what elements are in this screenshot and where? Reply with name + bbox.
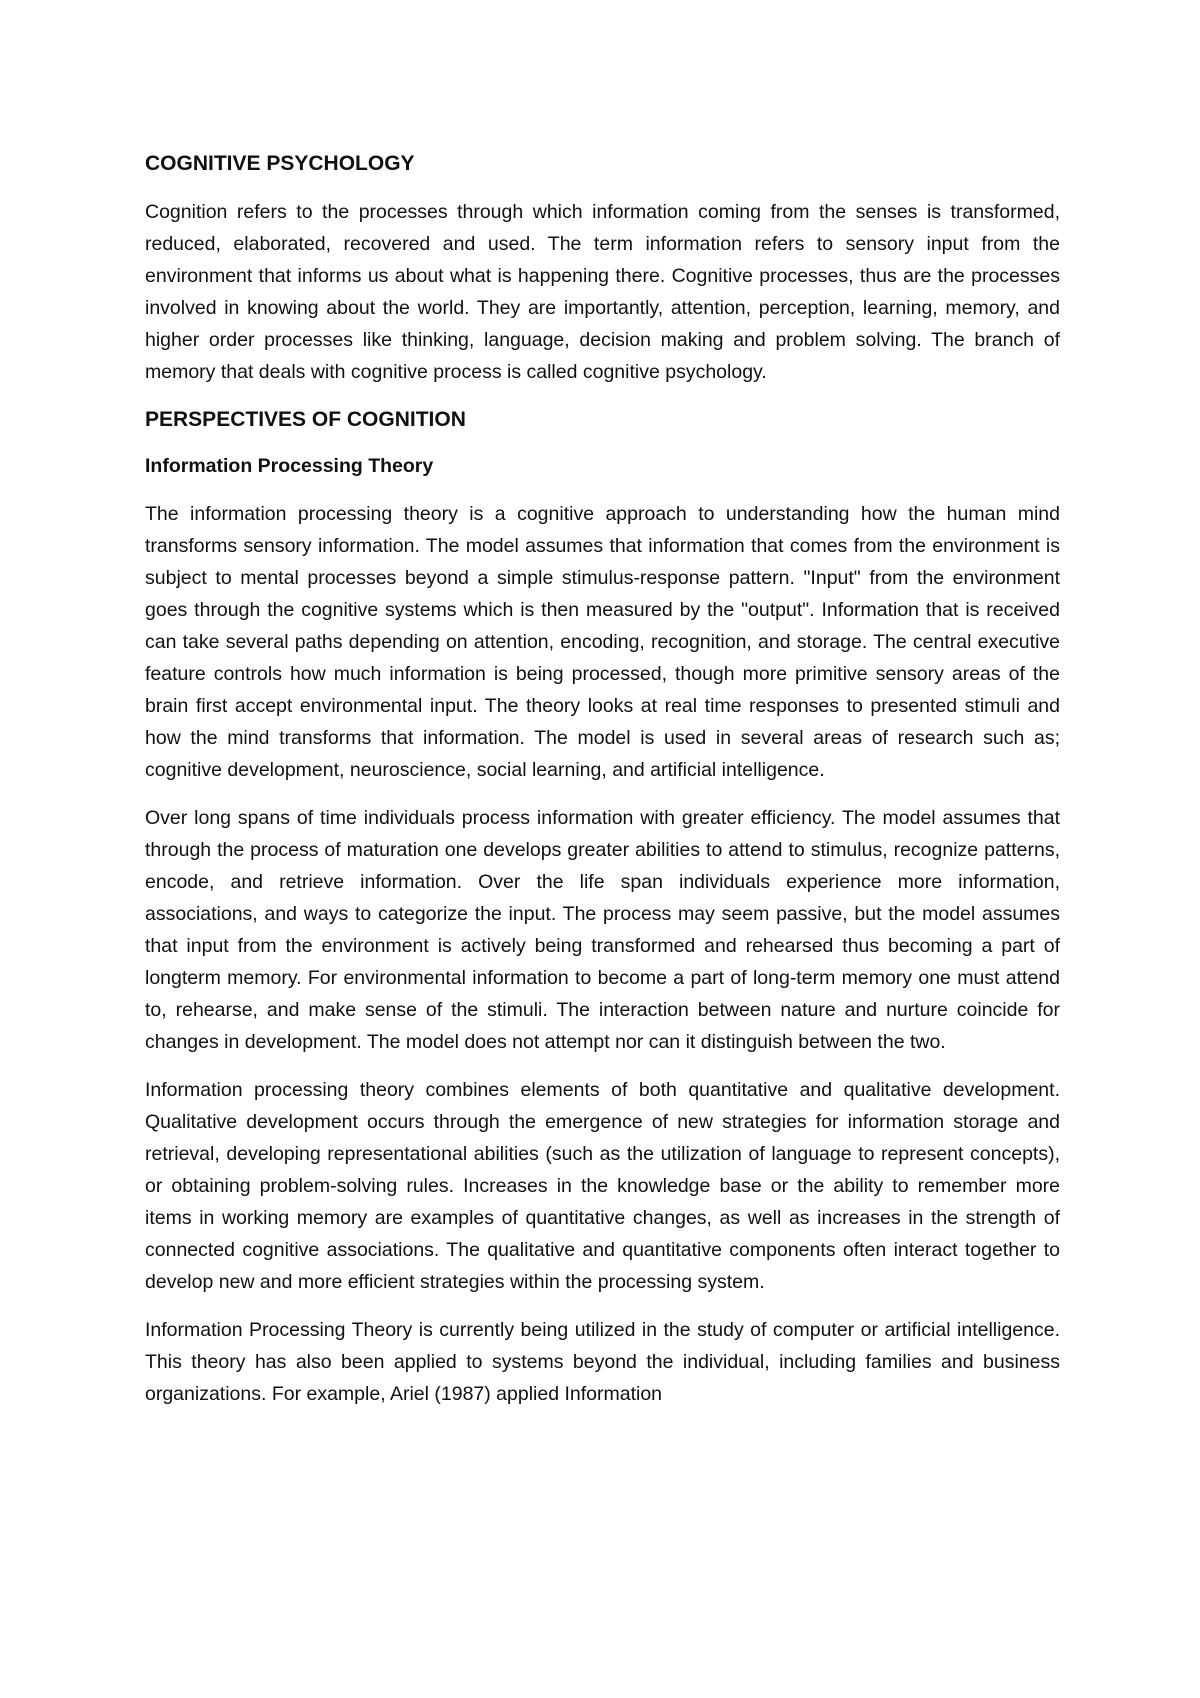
body-paragraph: The information processing theory is a cognitive approach to understanding how the human mind transforms sensory information. The model assumes that information that comes from the environment is subject to mental processes beyond a simple stimulus-response pattern. "Input" from the environment goes through the cognitive systems which is then measured by the "output". Information that is received can take several paths depending on attention, encoding, recognition, and storage. The central executive feature controls how much information is being processed, though more primitive sensory areas of the brain first accept environmental input. The theory looks at real time responses to presented stimuli and how the mind transforms that information. The model is used in several areas of research such as; cognitive development, neuroscience, social learning, and artificial intelligence. (145, 503, 1060, 781)
body-paragraph: Information processing theory combines elements of both quantitative and qualitative development. Qualitative development occurs through the emergence of new strategies for information storage and retrieval, developing representational abilities (such as the utilization of language to represent concepts), or obtaining problem-solving rules. Increases in the knowledge base or the ability to remember more items in working memory are examples of quantitative changes, as well as increases in the strength of connected cognitive associations. The qualitative and quantitative components often interact together to develop new and more efficient strategies within the processing system. (145, 1079, 1060, 1293)
body-paragraph: Information Processing Theory is currently being utilized in the study of computer or artificial intelligence. This theory has also been applied to systems beyond the individual, including families and business organizations. For example, Ariel (1987) applied Information (145, 1319, 1060, 1405)
document-title: COGNITIVE PSYCHOLOGY (145, 152, 415, 175)
intro-paragraph: Cognition refers to the processes through which information coming from the senses is transformed, reduced, elaborated, recovered and used. The term information refers to sensory input from the environment that informs us about what is happening there. Cognitive processes, thus are the processes involved in knowing about the world. They are importantly, attention, perception, learning, memory, and higher order processes like thinking, language, decision making and problem solving. The branch of memory that deals with cognitive process is called cognitive psychology. (145, 201, 1060, 383)
section-heading: PERSPECTIVES OF COGNITION (145, 408, 466, 431)
body-paragraph: Over long spans of time individuals process information with greater efficiency. The model assumes that through the process of maturation one develops greater abilities to attend to stimulus, recognize patterns, encode, and retrieve information. Over the life span individuals experience more information, associations, and ways to categorize the input. The process may seem passive, but the model assumes that input from the environment is actively being transformed and rehearsed thus becoming a part of longterm memory. For environmental information to become a part of long-term memory one must attend to, rehearse, and make sense of the stimuli. The interaction between nature and nurture coincide for changes in development. The model does not attempt nor can it distinguish between the two. (145, 807, 1060, 1053)
subsection-heading: Information Processing Theory (145, 455, 434, 477)
document-body (145, 148, 1060, 1426)
